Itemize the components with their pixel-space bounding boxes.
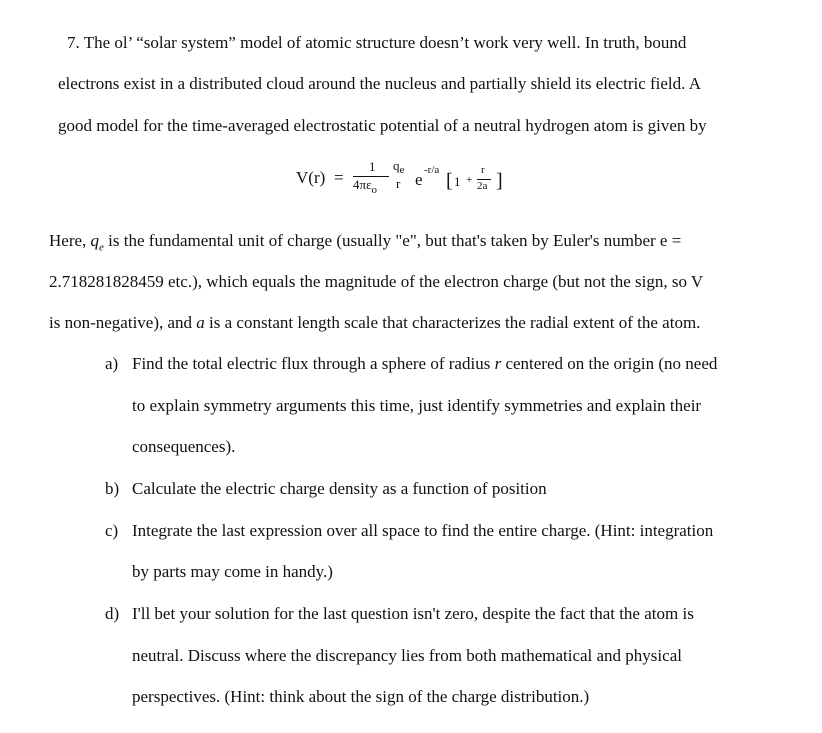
intro-line-2: electrons exist in a distributed cloud around the nucleus and partially shield its electric field. A [58, 74, 701, 93]
part-a-label: a) [105, 354, 119, 373]
here-line-2: 2.718281828459 etc.), which equals the magnitude of the electron charge (but not the sign, so V [49, 272, 704, 291]
part-d-line-2: neutral. Discuss where the discrepancy lies from both mathematical and physical [132, 646, 682, 665]
formula-exp-power: -r/a [424, 164, 440, 176]
potential-formula [296, 158, 536, 202]
part-a-line-2: to explain symmetry arguments this time, just identify symmetries and explain their [132, 396, 702, 415]
formula-plus: + [466, 174, 473, 186]
part-d-line-1: I'll bet your solution for the last question isn't zero, despite the fact that the atom is [132, 604, 694, 623]
part-d-label: d) [105, 604, 120, 623]
formula-one: 1 [454, 174, 461, 189]
intro-line-1: 7. The ol’ “solar system” model of atomic structure doesn’t work very well. In truth, bound [67, 33, 687, 52]
formula-charge-numerator: $q_e$ [393, 158, 405, 176]
here-line-1: Here, $q_e$ is the fundamental unit of charge (usually "e", but that's taken by Euler's number e = [49, 231, 682, 254]
part-c-line-1: Integrate the last expression over all space to find the entire charge. (Hint: integration [132, 521, 714, 540]
part-b-label: b) [105, 479, 120, 498]
part-a-line-1: Find the total electric flux through a sphere of radius r centered on the origin (no need [132, 354, 718, 373]
formula-bracket-open: [ [446, 170, 453, 192]
formula-exp-base: e [415, 170, 423, 189]
part-c-label: c) [105, 521, 119, 540]
intro-line-3: good model for the time-averaged electrostatic potential of a neutral hydrogen atom is given by [58, 116, 707, 135]
formula-coef-denominator: $4\pi\varepsilon_o$ [353, 177, 378, 196]
formula-equals: = [334, 168, 344, 187]
formula-lhs: V(r) [296, 168, 326, 187]
part-c-line-2: by parts may come in handy.) [132, 562, 333, 581]
formula-r-denominator: 2a [477, 180, 488, 192]
formula-bracket-close: ] [496, 170, 503, 192]
here-line-3: is non-negative), and a is a constant length scale that characterizes the radial extent of the atom. [49, 313, 701, 332]
formula-charge-denominator: r [396, 176, 401, 191]
formula-r-numerator: r [481, 164, 485, 176]
part-d-line-3: perspectives. (Hint: think about the sign of the charge distribution.) [132, 687, 590, 706]
formula-coef-numerator: 1 [369, 159, 376, 174]
part-b-line-1: Calculate the electric charge density as a function of position [132, 479, 547, 498]
part-a-line-3: consequences). [132, 437, 236, 456]
